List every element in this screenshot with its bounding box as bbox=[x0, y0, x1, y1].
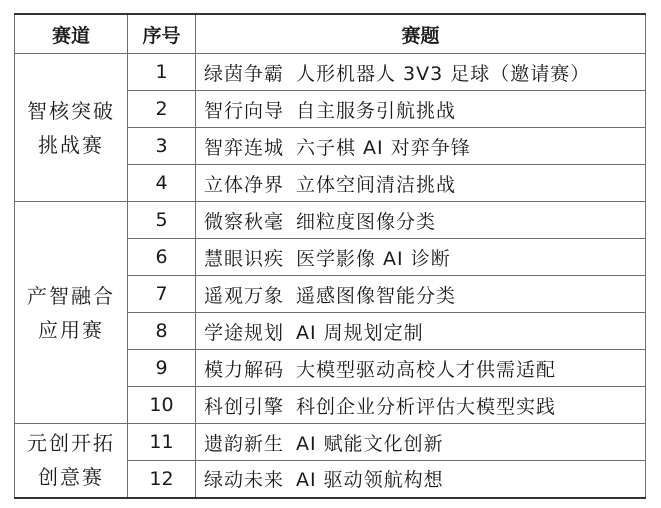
title-desc: 科创企业分析评估大模型实践 bbox=[296, 395, 557, 418]
title-name: 遥观万象 bbox=[204, 284, 285, 307]
row-number: 8 bbox=[128, 313, 196, 350]
row-title bbox=[196, 276, 646, 313]
table-row bbox=[15, 54, 646, 91]
header-track: 赛道 bbox=[15, 14, 128, 54]
title-name: 遗韵新生 bbox=[204, 432, 285, 455]
row-number: 1 bbox=[128, 54, 196, 91]
title-name: 模力解码 bbox=[204, 358, 285, 381]
row-title bbox=[196, 313, 646, 350]
title-name: 慧眼识疾 bbox=[204, 247, 285, 270]
title-name: 学途规划 bbox=[204, 321, 285, 344]
row-number: 7 bbox=[128, 276, 196, 313]
row-number: 9 bbox=[128, 350, 196, 387]
title-name: 智行向导 bbox=[204, 99, 285, 122]
track-cell bbox=[15, 54, 128, 202]
title-desc: 细粒度图像分类 bbox=[296, 210, 437, 233]
row-title bbox=[196, 91, 646, 128]
row-title bbox=[196, 239, 646, 276]
row-title bbox=[196, 128, 646, 165]
title-name: 智弈连城 bbox=[204, 136, 285, 159]
title-desc: 人形机器人 3V3 足球（邀请赛） bbox=[296, 62, 591, 85]
title-desc: 立体空间清洁挑战 bbox=[296, 173, 457, 196]
header-row bbox=[15, 14, 646, 54]
track-label-line: 应用赛 bbox=[38, 317, 104, 342]
row-number: 6 bbox=[128, 239, 196, 276]
title-name: 微察秋毫 bbox=[204, 210, 285, 233]
track-label-line: 产智融合 bbox=[27, 283, 115, 308]
row-number: 10 bbox=[128, 387, 196, 424]
header-title: 赛题 bbox=[196, 14, 646, 54]
title-desc: 自主服务引航挑战 bbox=[296, 99, 457, 122]
table-row bbox=[15, 424, 646, 461]
row-number: 4 bbox=[128, 165, 196, 202]
competition-table bbox=[14, 13, 646, 499]
row-title bbox=[196, 424, 646, 461]
track-label-line: 创意赛 bbox=[38, 465, 104, 490]
title-name: 绿动未来 bbox=[204, 469, 285, 492]
title-desc: 遥感图像智能分类 bbox=[296, 284, 457, 307]
track-label-line: 元创开拓 bbox=[27, 431, 115, 456]
row-title bbox=[196, 461, 646, 498]
row-number: 3 bbox=[128, 128, 196, 165]
title-desc: AI 周规划定制 bbox=[296, 321, 424, 344]
header-number: 序号 bbox=[128, 14, 196, 54]
title-name: 立体净界 bbox=[204, 173, 285, 196]
title-desc: 大模型驱动高校人才供需适配 bbox=[296, 358, 557, 381]
track-cell bbox=[15, 424, 128, 498]
track-label-line: 智核突破 bbox=[27, 98, 115, 123]
row-title bbox=[196, 165, 646, 202]
title-name: 科创引擎 bbox=[204, 395, 285, 418]
title-desc: 六子棋 AI 对弈争锋 bbox=[296, 136, 471, 159]
row-number: 5 bbox=[128, 202, 196, 239]
row-title bbox=[196, 387, 646, 424]
row-title bbox=[196, 350, 646, 387]
title-desc: 医学影像 AI 诊断 bbox=[296, 247, 451, 270]
track-label-line: 挑战赛 bbox=[38, 132, 104, 157]
table-row bbox=[15, 202, 646, 239]
row-title bbox=[196, 54, 646, 91]
row-number: 11 bbox=[128, 424, 196, 461]
track-cell bbox=[15, 202, 128, 424]
row-number: 12 bbox=[128, 461, 196, 498]
row-title bbox=[196, 202, 646, 239]
title-name: 绿茵争霸 bbox=[204, 62, 285, 85]
title-desc: AI 赋能文化创新 bbox=[296, 432, 444, 455]
row-number: 2 bbox=[128, 91, 196, 128]
title-desc: AI 驱动领航构想 bbox=[296, 469, 444, 492]
